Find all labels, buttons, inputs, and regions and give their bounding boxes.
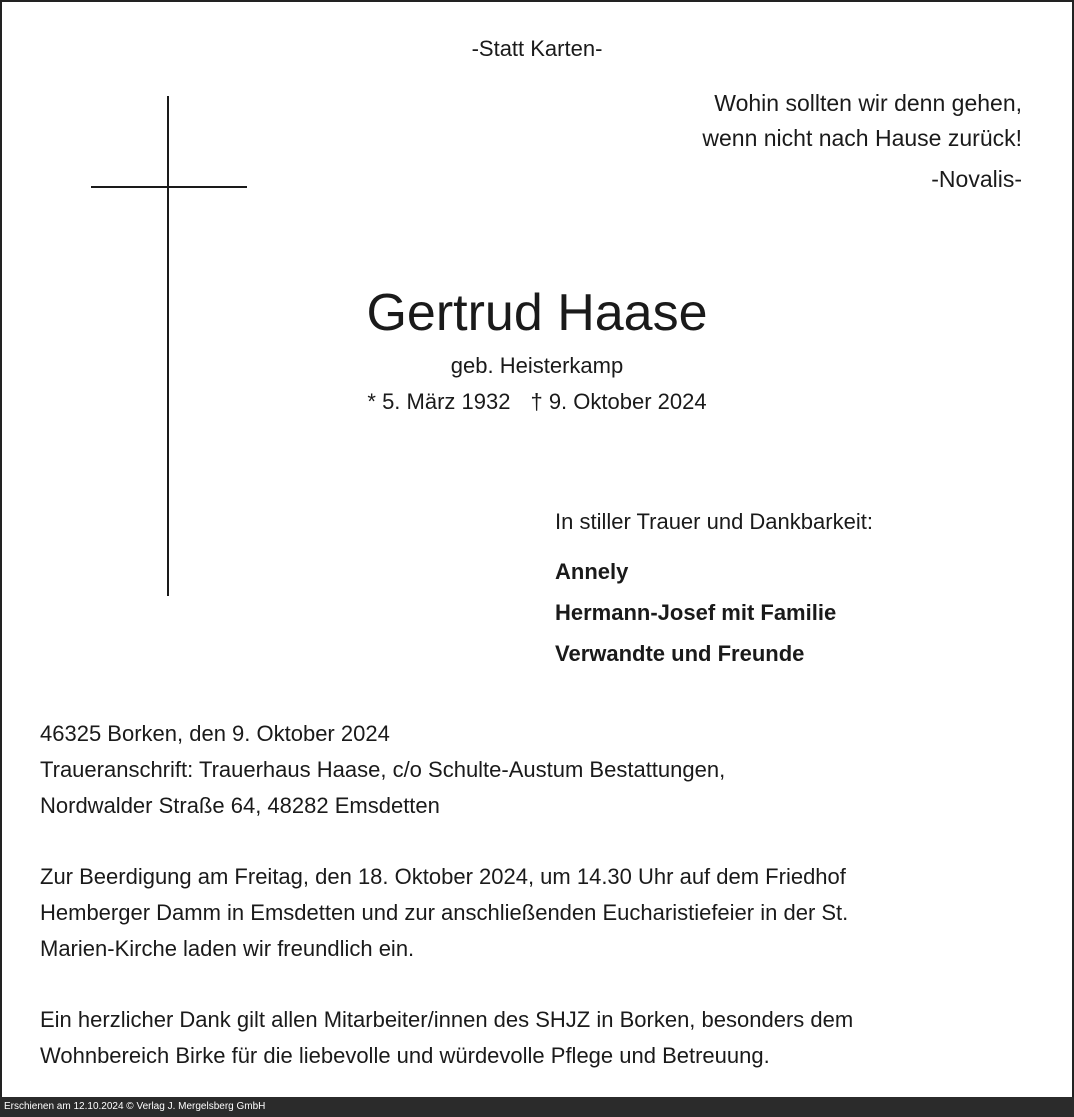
- address-line-3: Nordwalder Straße 64, 48282 Emsdetten: [40, 793, 440, 818]
- thanks-line-2: Wohnbereich Birke für die liebevolle und würdevolle Pflege und Betreuung.: [40, 1043, 770, 1068]
- deceased-name: Gertrud Haase: [366, 284, 708, 342]
- birth-date: * 5. März 1932: [367, 389, 511, 414]
- address-line-2: Traueranschrift: Trauerhaus Haase, c/o Schulte-Austum Bestattungen,: [40, 757, 726, 782]
- funeral-line-2: Hemberger Damm in Emsdetten und zur anschließenden Eucharistiefeier in der St.: [40, 900, 849, 925]
- maiden-name: geb. Heisterkamp: [450, 353, 624, 378]
- header-note: -Statt Karten-: [471, 36, 603, 61]
- death-date: † 9. Oktober 2024: [530, 389, 707, 414]
- publication-footer: Erschienen am 12.10.2024 © Verlag J. Mergelsberg GmbH: [0, 1097, 1074, 1117]
- life-dates: [0, 389, 1074, 415]
- cross-vertical-bar: [167, 96, 169, 596]
- mourners-block: [555, 509, 873, 674]
- quote-block: [702, 86, 1022, 197]
- mourner-name: Hermann-Josef mit Familie: [555, 600, 837, 625]
- address-paragraph: [40, 716, 853, 824]
- mourner-name: Annely: [555, 559, 629, 584]
- thanks-paragraph: [40, 1002, 853, 1074]
- mourners-intro: In stiller Trauer und Dankbarkeit:: [555, 509, 873, 534]
- quote-author: -Novalis-: [931, 166, 1022, 192]
- quote-line-2: wenn nicht nach Hause zurück!: [702, 125, 1022, 151]
- thanks-line-1: Ein herzlicher Dank gilt allen Mitarbeiter/innen des SHJZ in Borken, besonders dem: [40, 1007, 854, 1032]
- funeral-line-3: Marien-Kirche laden wir freundlich ein.: [40, 936, 415, 961]
- funeral-line-1: Zur Beerdigung am Freitag, den 18. Oktober 2024, um 14.30 Uhr auf dem Friedhof: [40, 864, 846, 889]
- notice-body: [40, 716, 853, 1109]
- address-line-1: 46325 Borken, den 9. Oktober 2024: [40, 721, 390, 746]
- cross-horizontal-bar: [91, 186, 247, 188]
- funeral-paragraph: [40, 859, 853, 967]
- quote-line-1: Wohin sollten wir denn gehen,: [714, 90, 1022, 116]
- mourner-name: Verwandte und Freunde: [555, 641, 805, 666]
